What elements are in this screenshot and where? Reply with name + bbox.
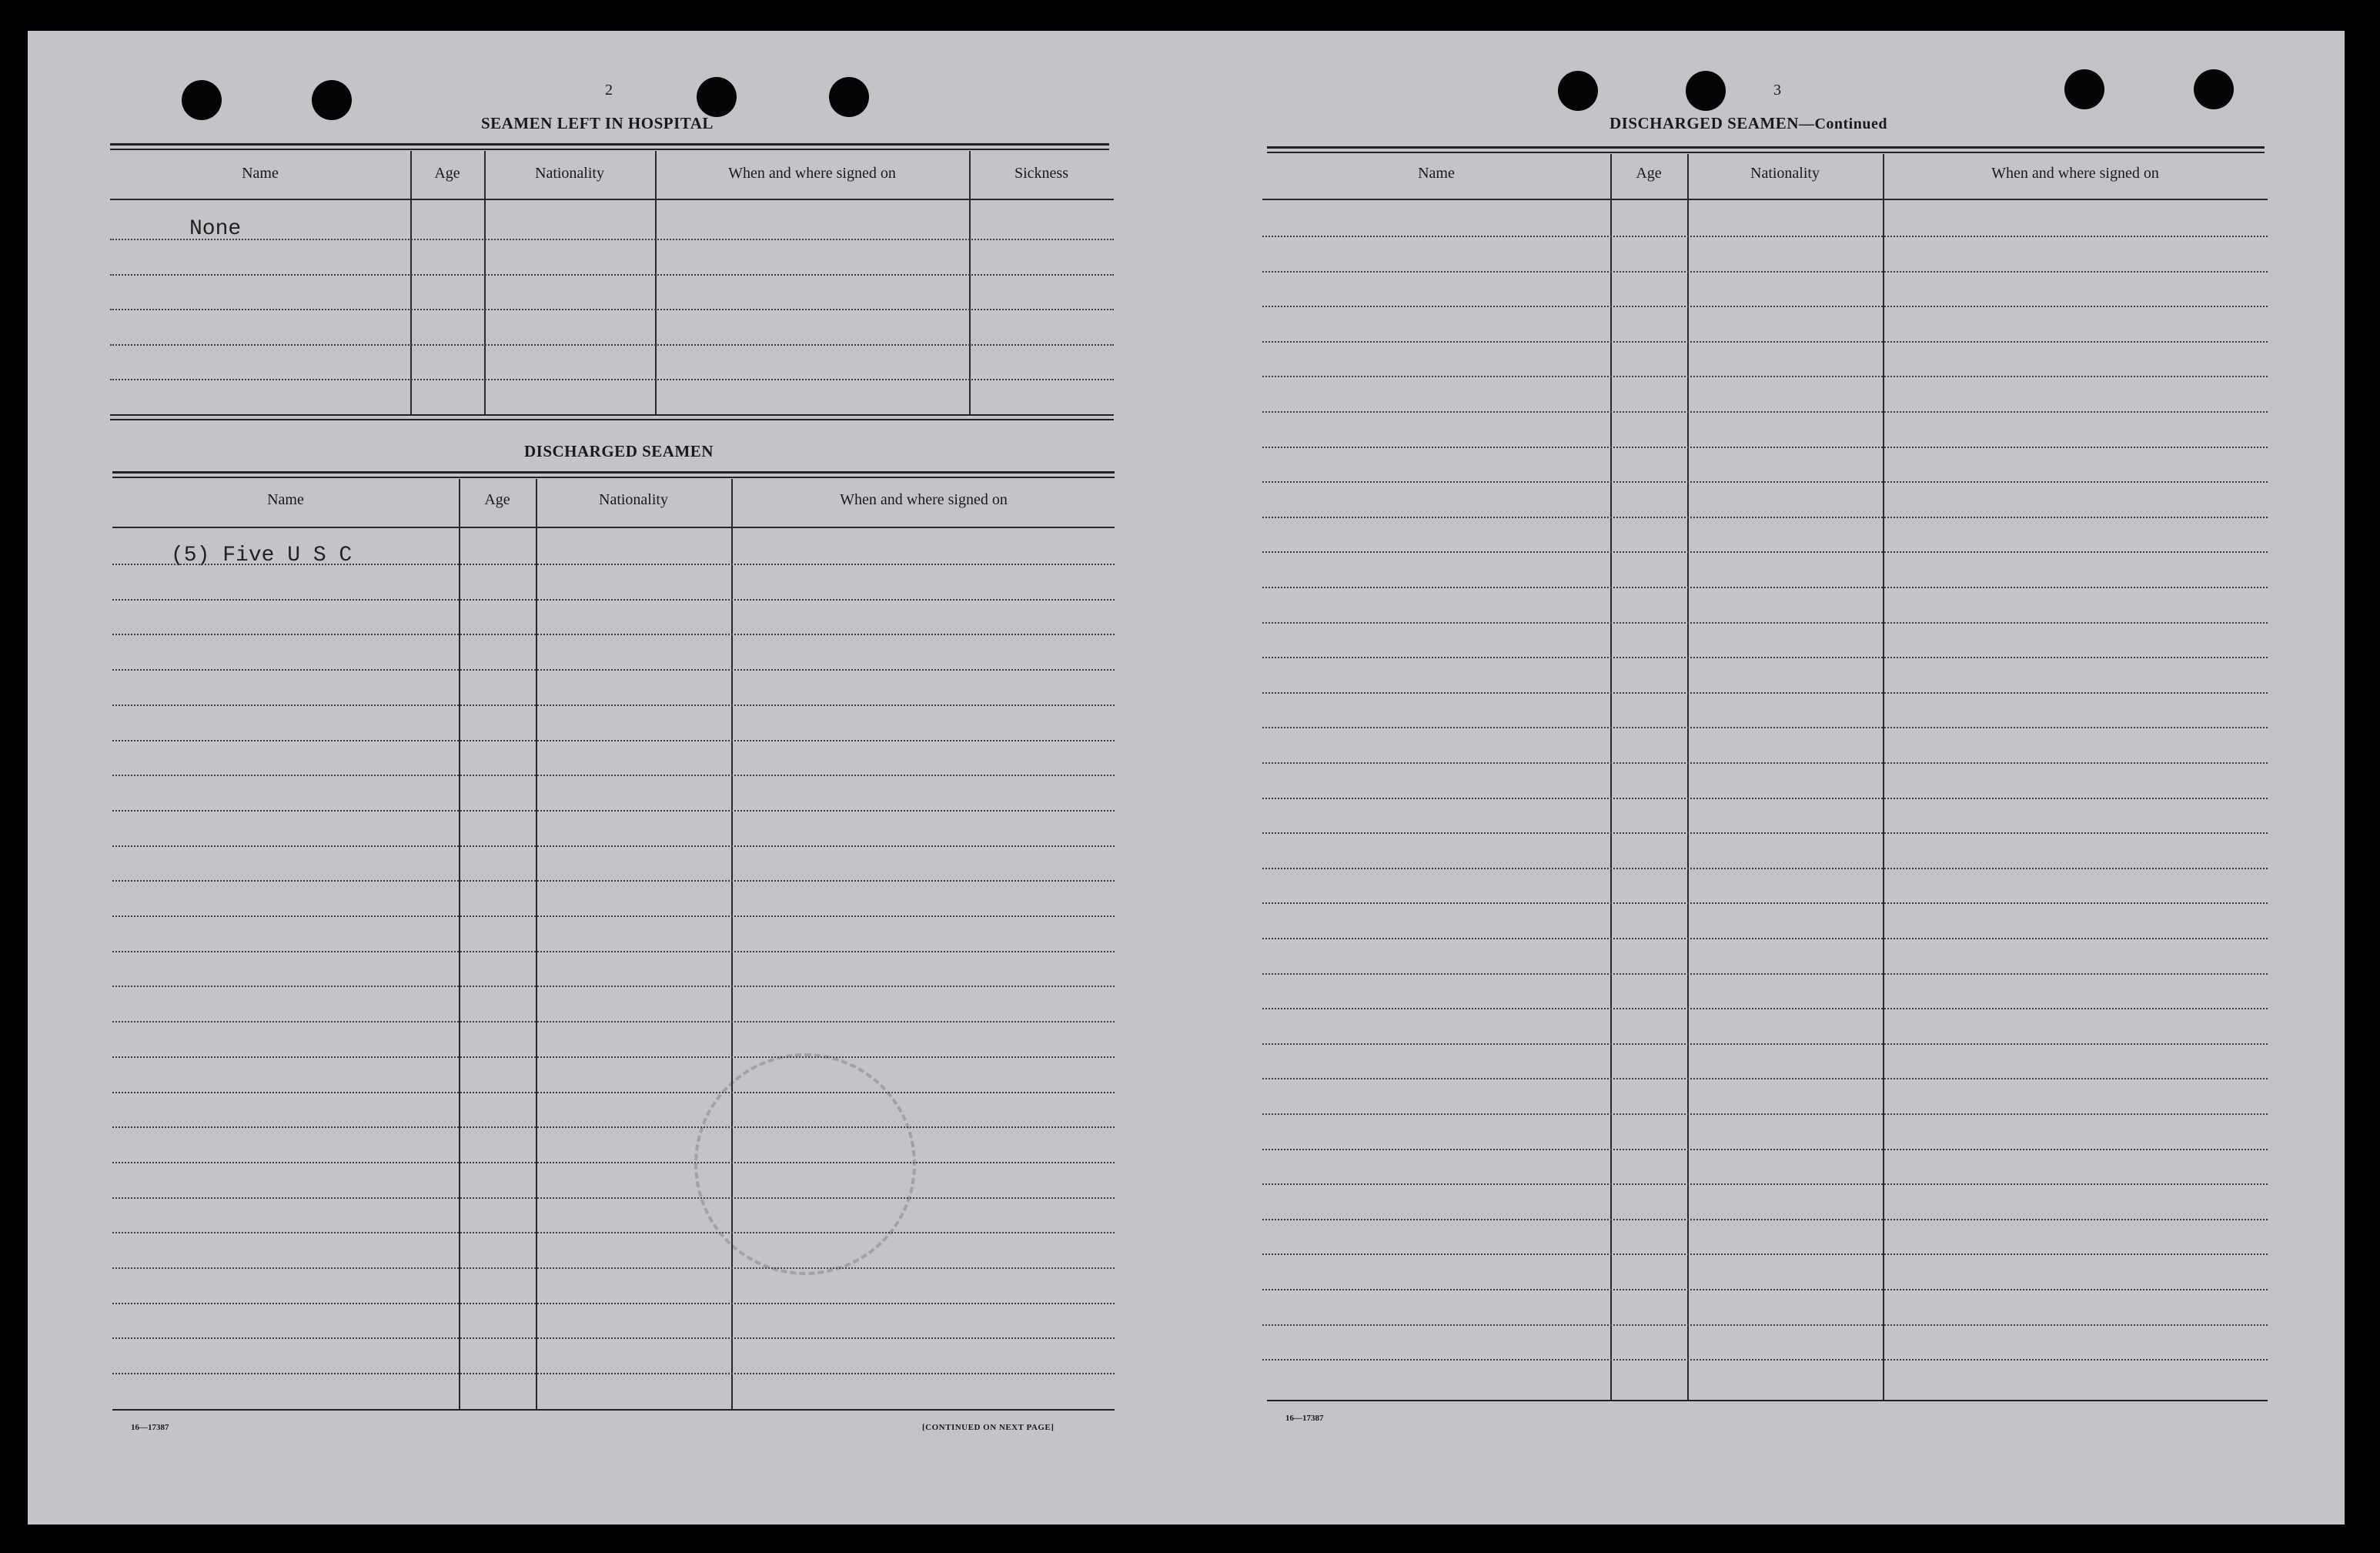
col-header-name: Name xyxy=(242,165,279,182)
ruled-line xyxy=(1262,1149,2268,1150)
ruled-line xyxy=(1262,692,2268,694)
ruled-line xyxy=(1262,1113,2268,1115)
ruled-line xyxy=(1262,868,2268,869)
hospital-entry-name: None xyxy=(189,217,242,241)
ruled-line xyxy=(1262,587,2268,588)
ruled-line xyxy=(112,669,1115,671)
section-title-discharged: DISCHARGED SEAMEN xyxy=(524,442,714,460)
ruled-line xyxy=(112,1337,1115,1339)
ruled-line xyxy=(1262,622,2268,624)
ruled-line xyxy=(112,1303,1115,1304)
ruled-line xyxy=(1262,1008,2268,1009)
title-main: DISCHARGED SEAMEN xyxy=(1610,114,1799,132)
punch-hole xyxy=(312,80,352,120)
ruled-line xyxy=(1262,306,2268,307)
ruled-line xyxy=(1262,411,2268,413)
ruled-line xyxy=(112,705,1115,706)
punch-hole xyxy=(697,77,737,117)
col-header-nationality: Nationality xyxy=(1750,165,1820,182)
col-header-age: Age xyxy=(434,165,460,182)
col-header-nationality: Nationality xyxy=(535,165,604,182)
ruled-line xyxy=(1262,798,2268,799)
col-header-nationality: Nationality xyxy=(599,491,668,508)
document-sheet xyxy=(28,31,2345,1525)
punch-hole xyxy=(182,80,222,120)
discharged-entry-name: (5) Five U S C xyxy=(171,544,353,567)
ruled-line xyxy=(110,274,1114,276)
ruled-line xyxy=(112,599,1115,601)
column-divider xyxy=(484,151,486,416)
ruled-line xyxy=(1262,481,2268,483)
double-rule xyxy=(1267,146,2265,149)
ruled-line xyxy=(1262,236,2268,237)
page-number: 2 xyxy=(605,82,613,99)
column-divider xyxy=(459,479,460,1411)
ruled-line xyxy=(1262,341,2268,343)
double-rule xyxy=(112,477,1115,478)
ruled-line xyxy=(1262,657,2268,658)
ruled-line xyxy=(1262,1043,2268,1045)
ruled-line xyxy=(112,634,1115,635)
punch-hole xyxy=(1558,71,1598,111)
header-underline xyxy=(110,199,1114,200)
bottom-rule xyxy=(1267,1400,2268,1401)
column-divider xyxy=(655,151,657,416)
ruled-line xyxy=(112,951,1115,952)
col-header-signed-on: When and where signed on xyxy=(1991,165,2159,182)
punch-hole xyxy=(2194,69,2234,109)
ruled-line xyxy=(1262,551,2268,553)
ruled-line xyxy=(1262,762,2268,764)
ruled-line xyxy=(112,915,1115,917)
ruled-line xyxy=(1262,973,2268,975)
col-header-name: Name xyxy=(1418,165,1455,182)
ruled-line xyxy=(1262,938,2268,939)
double-rule xyxy=(110,419,1114,420)
col-header-age: Age xyxy=(1636,165,1662,182)
ruled-line xyxy=(1262,1359,2268,1361)
punch-hole xyxy=(829,77,869,117)
ruled-line xyxy=(1262,1289,2268,1290)
header-underline xyxy=(112,527,1115,528)
column-divider xyxy=(410,151,412,416)
form-number: 16—17387 xyxy=(131,1423,169,1432)
ruled-line xyxy=(112,1092,1115,1093)
ruled-line xyxy=(112,845,1115,847)
ruled-line xyxy=(112,1126,1115,1128)
ruled-line xyxy=(1262,271,2268,273)
column-divider xyxy=(969,151,971,416)
col-header-name: Name xyxy=(267,491,304,508)
ruled-line xyxy=(110,379,1114,380)
ruled-line xyxy=(112,1232,1115,1233)
ruled-line xyxy=(1262,727,2268,728)
ruled-line xyxy=(112,1373,1115,1374)
ruled-line xyxy=(110,309,1114,310)
ruled-line xyxy=(112,1162,1115,1163)
ruled-line xyxy=(110,344,1114,346)
col-header-signed-on: When and where signed on xyxy=(840,491,1008,508)
ruled-line xyxy=(112,1267,1115,1269)
double-rule xyxy=(110,143,1109,146)
ruled-line xyxy=(1262,1219,2268,1220)
punch-hole xyxy=(1686,71,1726,111)
col-header-sickness: Sickness xyxy=(1015,165,1068,182)
ruled-line xyxy=(1262,1078,2268,1079)
ruled-line xyxy=(112,564,1115,565)
column-divider xyxy=(731,479,733,1411)
section-title-hospital: SEAMEN LEFT IN HOSPITAL xyxy=(481,114,714,132)
ruled-line xyxy=(1262,1183,2268,1185)
ruled-line xyxy=(112,1197,1115,1199)
received-stamp xyxy=(694,1053,916,1275)
ruled-line xyxy=(112,740,1115,741)
ruled-line xyxy=(1262,1253,2268,1255)
ruled-line xyxy=(112,810,1115,812)
bottom-rule xyxy=(112,1409,1115,1411)
double-rule xyxy=(110,149,1109,150)
double-rule xyxy=(112,471,1115,474)
ruled-line xyxy=(1262,1324,2268,1326)
ruled-line xyxy=(112,775,1115,776)
page-number: 3 xyxy=(1773,82,1781,99)
ruled-line xyxy=(112,1056,1115,1058)
ruled-line xyxy=(110,239,1114,240)
ruled-line xyxy=(1262,376,2268,377)
form-number: 16—17387 xyxy=(1285,1414,1324,1423)
punch-hole xyxy=(2064,69,2104,109)
double-rule xyxy=(1267,152,2265,153)
col-header-signed-on: When and where signed on xyxy=(728,165,896,182)
ruled-line xyxy=(1262,832,2268,834)
double-rule xyxy=(110,414,1114,416)
section-title-discharged-continued xyxy=(1610,114,1887,133)
ruled-line xyxy=(1262,902,2268,904)
column-divider xyxy=(536,479,537,1411)
ruled-line xyxy=(1262,447,2268,448)
ruled-line xyxy=(1262,517,2268,518)
ruled-line xyxy=(112,880,1115,882)
ruled-line xyxy=(112,1021,1115,1023)
header-underline xyxy=(1262,199,2268,200)
title-continued: —Continued xyxy=(1798,115,1887,132)
continued-note: [CONTINUED ON NEXT PAGE] xyxy=(922,1423,1055,1432)
col-header-age: Age xyxy=(484,491,510,508)
ruled-line xyxy=(112,986,1115,987)
